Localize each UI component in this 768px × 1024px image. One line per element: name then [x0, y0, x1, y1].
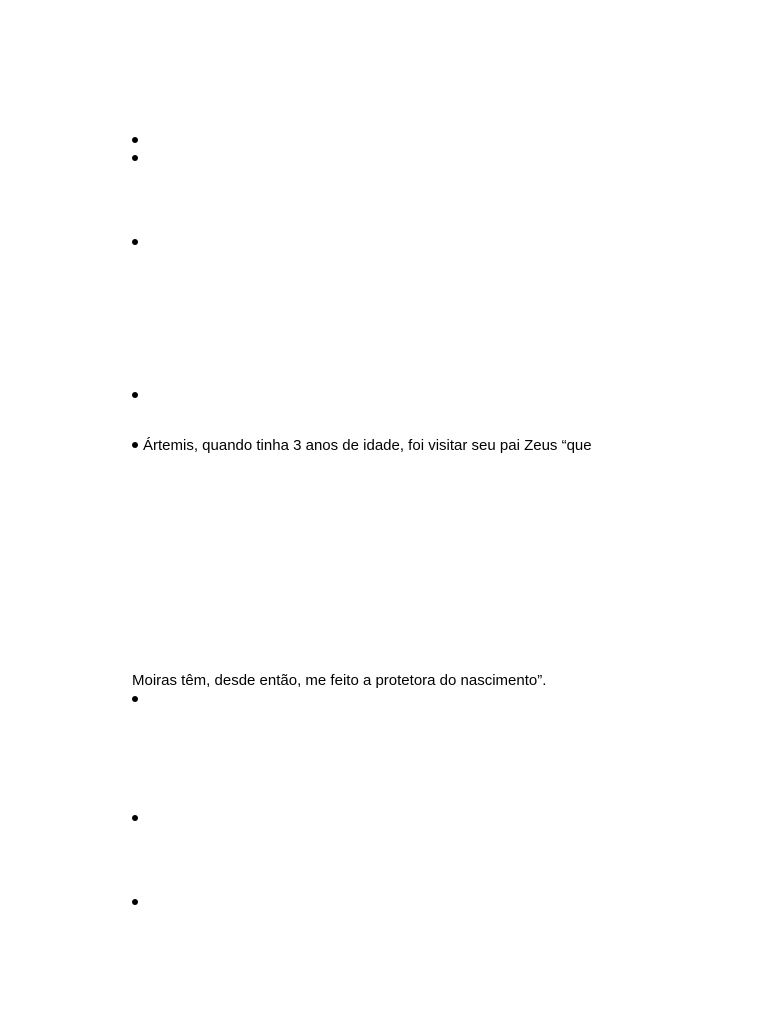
bullet-point: [132, 899, 138, 905]
list-item-artemis: [132, 437, 592, 455]
bullet-point: [132, 155, 138, 161]
artemis-text: Ártemis, quando tinha 3 anos de idade, foi visitar seu pai Zeus “que: [143, 437, 592, 454]
bullet-point: [132, 137, 138, 143]
bullet-point: [132, 239, 138, 245]
bullet-point: [132, 442, 138, 448]
bullet-point: [132, 696, 138, 702]
bullet-point: [132, 815, 138, 821]
bullet-point: [132, 392, 138, 398]
moiras-text: Moiras têm, desde então, me feito a protetora do nascimento”.: [132, 672, 547, 689]
